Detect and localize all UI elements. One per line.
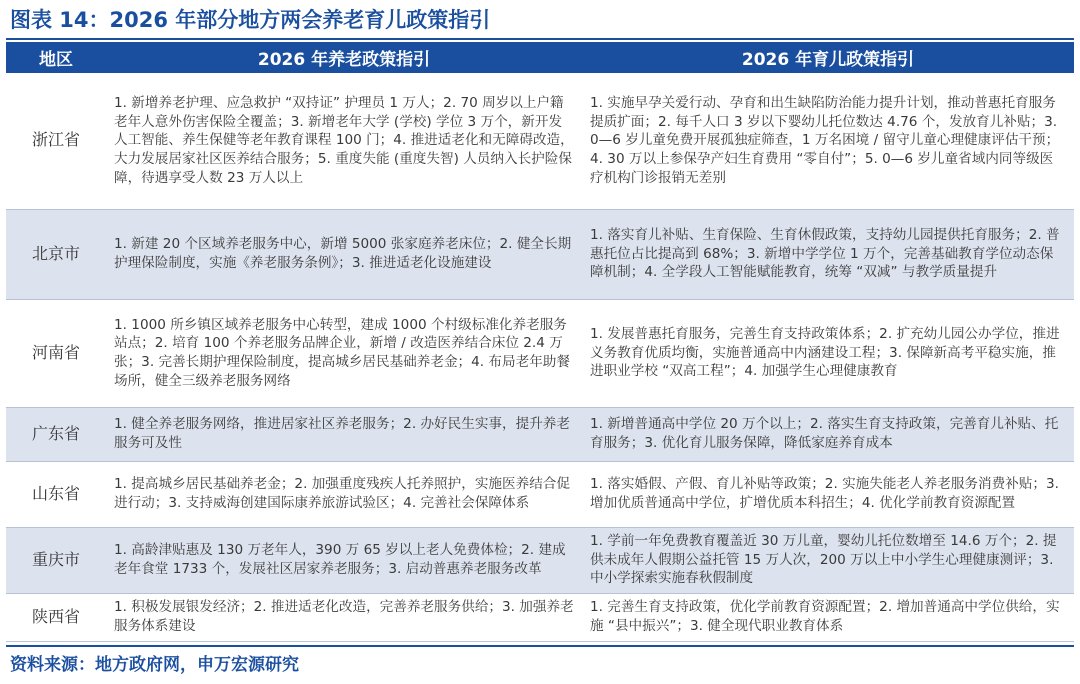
- header-childcare-policy: 2026 年育儿政策指引: [582, 42, 1074, 73]
- elderly-policy-cell: 1. 提高城乡居民基础养老金；2. 加强重度残疾人托养照护，实施医养结合促进行动；3. 支持威海创建国际康养旅游试验区；4. 完善社会保障体系: [106, 461, 582, 527]
- policy-table: [6, 42, 1074, 642]
- childcare-policy-cell: 1. 完善生育支持政策，优化学前教育资源配置；2. 增加普通高中学位供给，实施 “县中振兴”；3. 健全现代职业教育体系: [582, 593, 1074, 641]
- region-cell: 重庆市: [6, 527, 106, 593]
- elderly-policy-cell: 1. 高龄津贴惠及 130 万老年人，390 万 65 岁以上老人免费体检；2. 建成老年食堂 1733 个，发展社区居家养老服务；3. 启动普惠养老服务改革: [106, 527, 582, 593]
- elderly-policy-cell: 1. 健全养老服务网络，推进居家社区养老服务；2. 办好民生实事，提升养老服务可及性: [106, 407, 582, 461]
- childcare-policy-cell: 1. 新增普通高中学位 20 万个以上；2. 落实生育支持政策，完善育儿补贴、托育服务；3. 优化育儿服务保障，降低家庭养育成本: [582, 407, 1074, 461]
- childcare-policy-cell: 1. 落实婚假、产假、育儿补贴等政策；2. 实施失能老人养老服务消费补贴；3. 增加优质普通高中学位，扩增优质本科招生；4. 优化学前教育资源配置: [582, 461, 1074, 527]
- childcare-policy-cell: 1. 落实育儿补贴、生育保险、生育休假政策，支持幼儿园提供托育服务；2. 普惠托位占比提高到 68%；3. 新增中学学位 1 万个，完善基础教育学位动态保障机制；4. 全学段人工智能赋能教育，统筹 “双减” 与教学质量提升: [582, 209, 1074, 299]
- childcare-policy-cell: 1. 发展普惠托育服务，完善生育支持政策体系；2. 扩充幼儿园公办学位，推进义务教育优质均衡，实施普通高中内涵建设工程；3. 保障新高考平稳实施，推进职业学校 “双高工程”；4. 加强学生心理健康教育: [582, 299, 1074, 407]
- region-cell: 北京市: [6, 209, 106, 299]
- elderly-policy-cell: 1. 新建 20 个区域养老服务中心，新增 5000 张家庭养老床位；2. 健全长期护理保险制度，实施《养老服务条例》；3. 推进适老化设施建设: [106, 209, 582, 299]
- table-row: [6, 527, 1074, 593]
- header-region: 地区: [6, 42, 106, 73]
- table-row: [6, 461, 1074, 527]
- elderly-policy-cell: 1. 1000 所乡镇区域养老服务中心转型，建成 1000 个村级标准化养老服务站点；2. 培育 100 个养老服务品牌企业，新增 / 改造医养结合床位 2.4 万张；3. 完善长期护理保险制度，提高城乡居民基础养老金；4. 布局老年助餐场所，健全三级养老服务网络: [106, 299, 582, 407]
- top-rule: [6, 38, 1074, 40]
- region-cell: 浙江省: [6, 73, 106, 209]
- region-cell: 山东省: [6, 461, 106, 527]
- table-row: [6, 407, 1074, 461]
- region-cell: 河南省: [6, 299, 106, 407]
- table-row: [6, 209, 1074, 299]
- figure-title: 图表 14：2026 年部分地方两会养老育儿政策指引: [10, 8, 491, 32]
- elderly-policy-cell: 1. 积极发展银发经济；2. 推进适老化改造，完善养老服务供给；3. 加强养老服务体系建设: [106, 593, 582, 641]
- table-row: [6, 73, 1074, 209]
- elderly-policy-cell: 1. 新增养老护理、应急救护 “双持证” 护理员 1 万人；2. 70 周岁以上户籍老年人意外伤害保险全覆盖；3. 新增老年大学 (学校) 学位 3 万个，新开发人工智能、养生保健等老年教育课程 100 门；4. 推进适老化和无障碍改造，大力发展居家社区医养结合服务；5. 重度失能 (重度失智) 人员纳入长护险保障，待遇享受人数 23 万人以上: [106, 73, 582, 209]
- region-cell: 广东省: [6, 407, 106, 461]
- childcare-policy-cell: 1. 学前一年免费教育覆盖近 30 万儿童，婴幼儿托位数增至 14.6 万个；2. 提供未成年人假期公益托管 15 万人次，200 万以上中小学生心理健康测评；3. 中小学探索实施春秋假制度: [582, 527, 1074, 593]
- bottom-rule: [6, 645, 1074, 647]
- header-elderly-policy: 2026 年养老政策指引: [106, 42, 582, 73]
- source-note: 资料来源：地方政府网，申万宏源研究: [10, 655, 299, 675]
- region-cell: 陕西省: [6, 593, 106, 641]
- table-row: [6, 299, 1074, 407]
- childcare-policy-cell: 1. 实施早孕关爱行动、孕育和出生缺陷防治能力提升计划，推动普惠托育服务提质扩面；2. 每千人口 3 岁以下婴幼儿托位数达 4.76 个，发放育儿补贴；3. 0—6 岁儿童免费开展孤独症筛查，1 万名困境 / 留守儿童心理健康评估干预；4. 30 万以上参保孕产妇生育费用 “零自付”；5. 0—6 岁儿童省域内同等级医疗机构门诊报销无差别: [582, 73, 1074, 209]
- header-row: [6, 42, 1074, 73]
- table-row: [6, 593, 1074, 641]
